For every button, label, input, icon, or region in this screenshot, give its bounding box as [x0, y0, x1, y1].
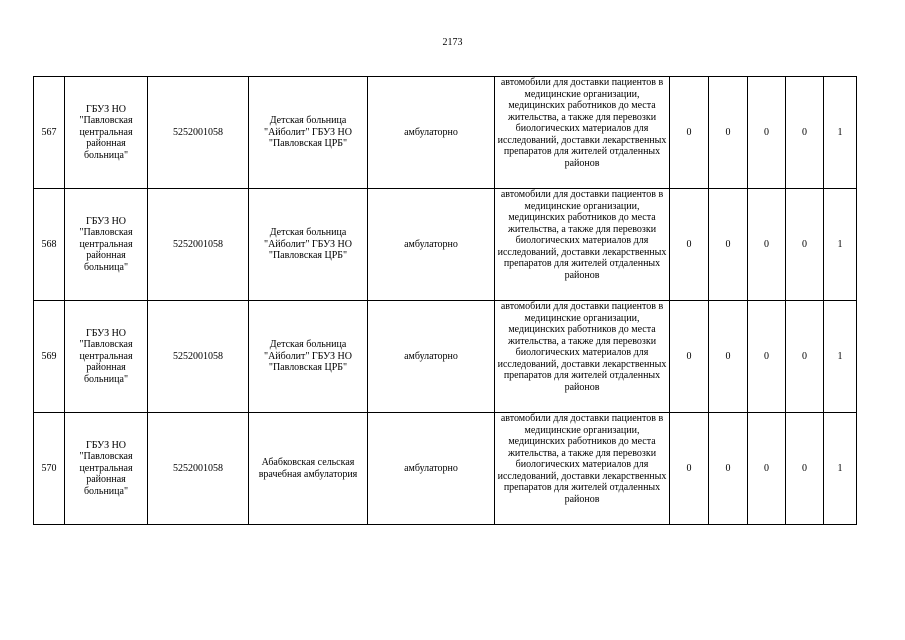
organization-name: ГБУЗ НО "Павловская центральная районная больница"	[65, 77, 148, 189]
division-name: Детская больница "Айболит" ГБУЗ НО "Павловская ЦРБ"	[249, 77, 368, 189]
vehicle-purpose: автомобили для доставки пациентов в медицинские организации, медицинских работников до места жительства, а также для перевозки биологических материалов для исследований, доставки лекарственных препаратов для жителей отдаленных районов	[495, 413, 670, 525]
inn-cell: 5252001058	[148, 301, 249, 413]
row-number: 569	[34, 301, 65, 413]
value-cell-5: 1	[824, 77, 857, 189]
division-name: Детская больница "Айболит" ГБУЗ НО "Павловская ЦРБ"	[249, 189, 368, 301]
table-row	[34, 301, 857, 413]
division-name: Абабковская сельская врачебная амбулатория	[249, 413, 368, 525]
value-cell-2: 0	[709, 413, 748, 525]
row-number: 567	[34, 77, 65, 189]
value-cell-3: 0	[748, 301, 786, 413]
page-number: 2173	[442, 37, 463, 48]
division-name: Детская больница "Айболит" ГБУЗ НО "Павловская ЦРБ"	[249, 301, 368, 413]
care-type: амбулаторно	[368, 413, 495, 525]
value-cell-2: 0	[709, 189, 748, 301]
value-cell-4: 0	[786, 77, 824, 189]
table-row	[34, 413, 857, 525]
value-cell-2: 0	[709, 301, 748, 413]
value-cell-4: 0	[786, 301, 824, 413]
value-cell-1: 0	[670, 77, 709, 189]
table-row	[34, 189, 857, 301]
care-type: амбулаторно	[368, 77, 495, 189]
value-cell-4: 0	[786, 189, 824, 301]
row-number: 568	[34, 189, 65, 301]
value-cell-5: 1	[824, 189, 857, 301]
care-type: амбулаторно	[368, 189, 495, 301]
organization-name: ГБУЗ НО "Павловская центральная районная больница"	[65, 413, 148, 525]
value-cell-5: 1	[824, 413, 857, 525]
value-cell-2: 0	[709, 77, 748, 189]
value-cell-1: 0	[670, 413, 709, 525]
value-cell-3: 0	[748, 189, 786, 301]
vehicle-purpose: автомобили для доставки пациентов в медицинские организации, медицинских работников до места жительства, а также для перевозки биологических материалов для исследований, доставки лекарственных препаратов для жителей отдаленных районов	[495, 77, 670, 189]
organization-name: ГБУЗ НО "Павловская центральная районная больница"	[65, 189, 148, 301]
organization-name: ГБУЗ НО "Павловская центральная районная больница"	[65, 301, 148, 413]
value-cell-4: 0	[786, 413, 824, 525]
inn-cell: 5252001058	[148, 77, 249, 189]
value-cell-1: 0	[670, 301, 709, 413]
inn-cell: 5252001058	[148, 413, 249, 525]
value-cell-3: 0	[748, 77, 786, 189]
vehicle-purpose: автомобили для доставки пациентов в медицинские организации, медицинских работников до места жительства, а также для перевозки биологических материалов для исследований, доставки лекарственных препаратов для жителей отдаленных районов	[495, 189, 670, 301]
value-cell-5: 1	[824, 301, 857, 413]
inn-cell: 5252001058	[148, 189, 249, 301]
table-row	[34, 77, 857, 189]
value-cell-3: 0	[748, 413, 786, 525]
vehicle-purpose: автомобили для доставки пациентов в медицинские организации, медицинских работников до места жительства, а также для перевозки биологических материалов для исследований, доставки лекарственных препаратов для жителей отдаленных районов	[495, 301, 670, 413]
row-number: 570	[34, 413, 65, 525]
data-table	[33, 76, 857, 525]
value-cell-1: 0	[670, 189, 709, 301]
care-type: амбулаторно	[368, 301, 495, 413]
